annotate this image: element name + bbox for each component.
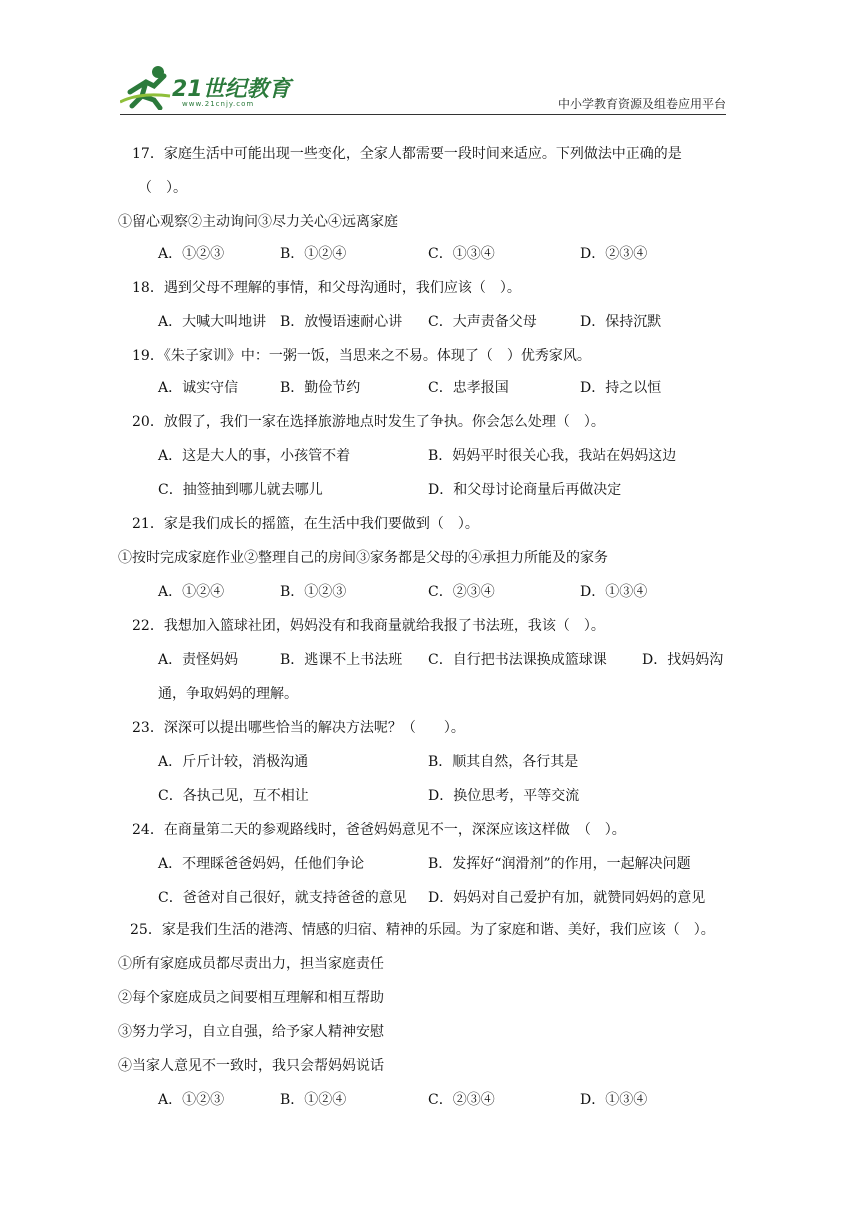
logo — [120, 62, 300, 114]
question-17-stem: 17．家庭生活中可能出现一些变化，全家人都需要一段时间来适应。下列做法中正确的是 — [132, 146, 682, 162]
question-21-extra: ①按时完成家庭作业②整理自己的房间③家务都是父母的④承担力所能及的家务 — [118, 550, 608, 566]
question-21-option-c[interactable]: C．②③④ — [428, 584, 495, 600]
question-17-option-b[interactable]: B．①②④ — [280, 246, 347, 262]
question-23-option-b[interactable]: B．顺其自然，各行其是 — [428, 754, 579, 770]
question-25-option-b[interactable]: B．①②④ — [280, 1092, 347, 1108]
question-24-option-c[interactable]: C．爸爸对自己很好，就支持爸爸的意见 — [158, 890, 407, 906]
question-17-stem-cont: （ ）。 — [138, 180, 187, 196]
question-18-option-a[interactable]: A．大喊大叫地讲 — [158, 314, 267, 330]
question-25-extra-3: ③努力学习，自立自强，给予家人精神安慰 — [118, 1024, 384, 1040]
question-18-option-d[interactable]: D．保持沉默 — [580, 314, 662, 330]
question-23-option-d[interactable]: D．换位思考，平等交流 — [428, 788, 580, 804]
question-23-stem: 23．深深可以提出哪些恰当的解决方法呢？（ ）。 — [132, 720, 465, 736]
question-24-option-a[interactable]: A．不理睬爸爸妈妈，任他们争论 — [158, 856, 365, 872]
question-25-stem: 25．家是我们生活的港湾、情感的归宿、精神的乐园。为了家庭和谐、美好，我们应该（ ）。 — [130, 922, 715, 938]
question-17-option-d[interactable]: D．②③④ — [580, 246, 648, 262]
question-22-option-c[interactable]: C．自行把书法课换成篮球课 — [428, 652, 607, 668]
question-25-extra-4: ④当家人意见不一致时，我只会帮妈妈说话 — [118, 1058, 384, 1074]
question-19-option-a[interactable]: A．诚实守信 — [158, 380, 239, 396]
question-19-option-b[interactable]: B．勤俭节约 — [280, 380, 361, 396]
question-24-option-d[interactable]: D．妈妈对自己爱护有加，就赞同妈妈的意见 — [428, 890, 706, 906]
logo-subtext: www.21cnjy.com — [182, 100, 255, 108]
question-19-option-c[interactable]: C．忠孝报国 — [428, 380, 509, 396]
question-22-option-d-cont: 通，争取妈妈的理解。 — [158, 686, 298, 702]
question-17-extra: ①留心观察②主动询问③尽力关心④远离家庭 — [118, 214, 398, 230]
question-20-option-a[interactable]: A．这是大人的事，小孩管不着 — [158, 448, 351, 464]
runner-logo-icon — [120, 62, 172, 110]
question-21-option-a[interactable]: A．①②④ — [158, 584, 225, 600]
question-24-option-b[interactable]: B．发挥好“润滑剂”的作用，一起解决问题 — [428, 856, 691, 872]
question-18-stem: 18．遇到父母不理解的事情，和父母沟通时，我们应该（ ）。 — [132, 280, 521, 296]
question-22-option-d[interactable]: D．找妈妈沟 — [642, 652, 724, 668]
question-23-option-a[interactable]: A．斤斤计较，消极沟通 — [158, 754, 309, 770]
header-divider — [120, 114, 726, 115]
question-21-option-d[interactable]: D．①③④ — [580, 584, 648, 600]
question-17-option-a[interactable]: A．①②③ — [158, 246, 225, 262]
question-17-option-c[interactable]: C．①③④ — [428, 246, 495, 262]
question-19-option-d[interactable]: D．持之以恒 — [580, 380, 662, 396]
question-18-option-c[interactable]: C．大声责备父母 — [428, 314, 537, 330]
question-18-option-b[interactable]: B．放慢语速耐心讲 — [280, 314, 403, 330]
logo-text: 21世纪教育 — [172, 77, 291, 102]
question-25-option-d[interactable]: D．①③④ — [580, 1092, 648, 1108]
platform-title: 中小学教育资源及组卷应用平台 — [557, 97, 726, 111]
question-25-option-a[interactable]: A．①②③ — [158, 1092, 225, 1108]
question-25-extra-1: ①所有家庭成员都尽责出力，担当家庭责任 — [118, 956, 384, 972]
question-20-option-c[interactable]: C．抽签抽到哪儿就去哪儿 — [158, 482, 323, 498]
question-25-option-c[interactable]: C．②③④ — [428, 1092, 495, 1108]
question-25-extra-2: ②每个家庭成员之间要相互理解和相互帮助 — [118, 990, 384, 1006]
question-20-stem: 20．放假了，我们一家在选择旅游地点时发生了争执。你会怎么处理（ ）。 — [132, 414, 605, 430]
question-21-stem: 21．家是我们成长的摇篮，在生活中我们要做到（ ）。 — [132, 516, 479, 532]
question-20-option-b[interactable]: B．妈妈平时很关心我，我站在妈妈这边 — [428, 448, 677, 464]
question-24-stem: 24．在商量第二天的参观路线时，爸爸妈妈意见不一，深深应该这样做 （ ）。 — [132, 822, 626, 838]
page-header — [120, 62, 726, 114]
question-22-option-b[interactable]: B．逃课不上书法班 — [280, 652, 403, 668]
question-22-option-a[interactable]: A．责怪妈妈 — [158, 652, 239, 668]
question-20-option-d[interactable]: D．和父母讨论商量后再做决定 — [428, 482, 622, 498]
question-19-stem: 19．《朱子家训》中：一粥一饭，当思来之不易。体现了（ ）优秀家风。 — [132, 348, 591, 364]
question-22-stem: 22．我想加入篮球社团，妈妈没有和我商量就给我报了书法班，我该（ ）。 — [132, 618, 605, 634]
question-23-option-c[interactable]: C．各执己见，互不相让 — [158, 788, 309, 804]
question-21-option-b[interactable]: B．①②③ — [280, 584, 347, 600]
